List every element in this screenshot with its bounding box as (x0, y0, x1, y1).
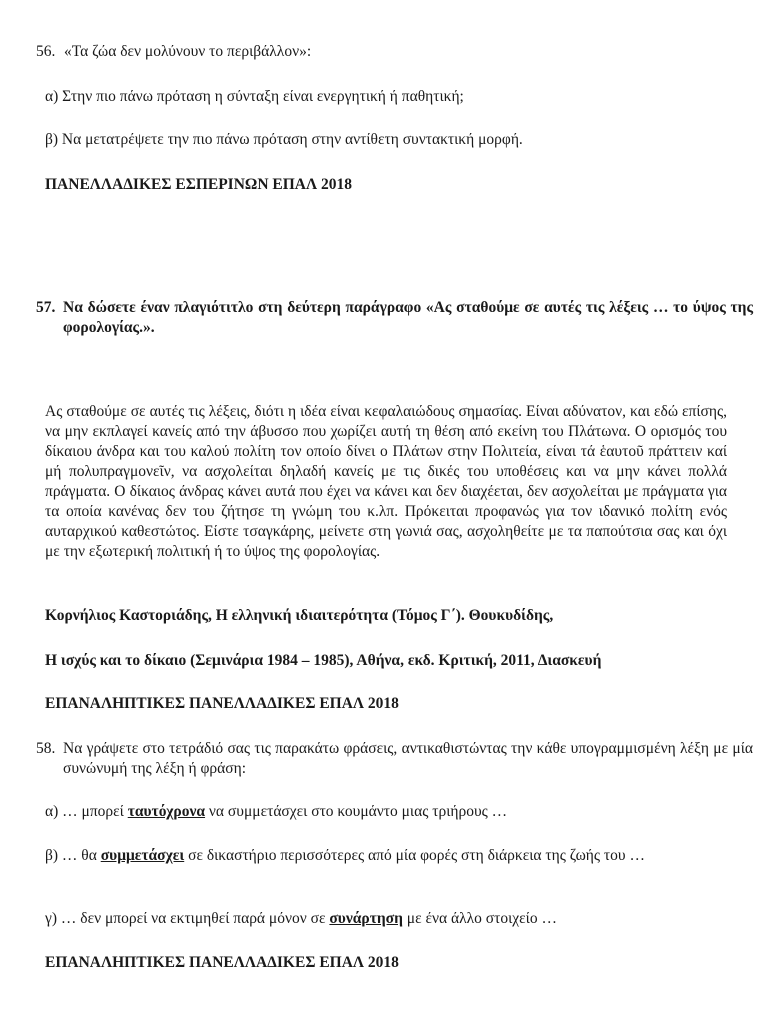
question-57-citation-line-1: Κορνήλιος Καστοριάδης, Η ελληνική ιδιαιτερότητα (Τόμος Γ΄). Θουκυδίδης, (45, 607, 554, 624)
question-58-part-c-post: με ένα άλλο στοιχείο … (402, 910, 557, 927)
question-58-part-a-pre: α) … μπορεί (45, 803, 128, 820)
question-57-source: ΕΠΑΝΑΛΗΠΤΙΚΕΣ ΠΑΝΕΛΛΑΔΙΚΕΣ ΕΠΑΛ 2018 (45, 695, 399, 712)
question-58-part-b-pre: β) … θα (45, 847, 101, 864)
question-58-part-b-post: σε δικαστήριο περισσότερες από μία φορές στη διάρκεια της ζωής του … (184, 847, 645, 864)
question-56-prompt: «Τα ζώα δεν μολύνουν το περιβάλλον»: (64, 43, 312, 60)
question-56-number: 56. (36, 43, 56, 60)
question-57-citation-line-2: Η ισχύς και το δίκαιο (Σεμινάρια 1984 – 1985), Αθήνα, εκδ. Κριτική, 2011, Διασκευή (45, 652, 602, 669)
question-58-part-b-keyword: συμμετάσχει (100, 847, 185, 864)
question-56-part-b: β) Να μετατρέψετε την πιο πάνω πρόταση στην αντίθετη συντακτική μορφή. (45, 131, 523, 148)
question-56-part-a: α) Στην πιο πάνω πρόταση η σύνταξη είναι ενεργητική ή παθητική; (45, 88, 464, 105)
question-58 (36, 739, 753, 779)
question-58-part-c (45, 909, 727, 929)
question-58-part-c-keyword: συνάρτηση (329, 910, 403, 927)
question-56-source: ΠΑΝΕΛΛΑΔΙΚΕΣ ΕΣΠΕΡΙΝΩΝ ΕΠΑΛ 2018 (45, 176, 352, 193)
question-57 (36, 298, 753, 338)
question-58-prompt: Να γράψετε στο τετράδιό σας τις παρακάτω φράσεις, αντικαθιστώντας την κάθε υπογραμμισμένη λέξη με μία συνώνυμή της λέξη ή φράση: (63, 740, 753, 777)
question-58-part-b (45, 846, 727, 866)
question-58-source: ΕΠΑΝΑΛΗΠΤΙΚΕΣ ΠΑΝΕΛΛΑΔΙΚΕΣ ΕΠΑΛ 2018 (45, 954, 399, 971)
question-58-number: 58. (36, 740, 56, 757)
question-57-prompt: Να δώσετε έναν πλαγιότιτλο στη δεύτερη παράγραφο «Ας σταθούμε σε αυτές τις λέξεις … το ύψος της φορολογίας.». (63, 299, 753, 336)
question-57-passage: Ας σταθούμε σε αυτές τις λέξεις, διότι η ιδέα είναι κεφαλαιώδους σημασίας. Είναι αδύνατον, και εδώ επίσης, να μην εκπλαγεί κανείς από την άβυσσο που χωρίζει αυτή τη θέση από εκείνη του Πλάτωνα. Ο ορισμός του δίκαιου άνδρα και του καλού πολίτη τον οποίο δίνει ο Πλάτων στην Πολιτεία, είναι τά ἑαυτοῦ πράττειν καί μή πολυπραγμονεῖν, να ασχολείται δηλαδή κανείς με τις δικές του υποθέσεις και να μην κάνει πολλά πράγματα. Ο δίκαιος άνδρας κάνει αυτά που έχει να κάνει και δεν διαχέεται, δεν ασχολείται με πράγματα για τα οποία κανένας δεν του ζήτησε τη γνώμη του κ.λπ. Πρόκειται προφανώς για τον ιδανικό πολίτη ενός αυταρχικού καθεστώτος. Είστε τσαγκάρης, μείνετε στη γωνιά σας, ασχοληθείτε με τα παπούτσια σας και όχι με την εξωτερική πολιτική ή το ύψος της φορολογίας. (45, 403, 727, 560)
question-58-part-c-pre: γ) … δεν μπορεί να εκτιμηθεί παρά μόνον σε (45, 910, 330, 927)
question-58-part-a-post: να συμμετάσχει στο κουμάντο μιας τριήρους … (205, 803, 508, 820)
question-58-part-a-keyword: ταυτόχρονα (127, 803, 206, 820)
question-57-number: 57. (36, 299, 56, 316)
question-56 (36, 42, 311, 62)
question-58-part-a (45, 802, 727, 822)
